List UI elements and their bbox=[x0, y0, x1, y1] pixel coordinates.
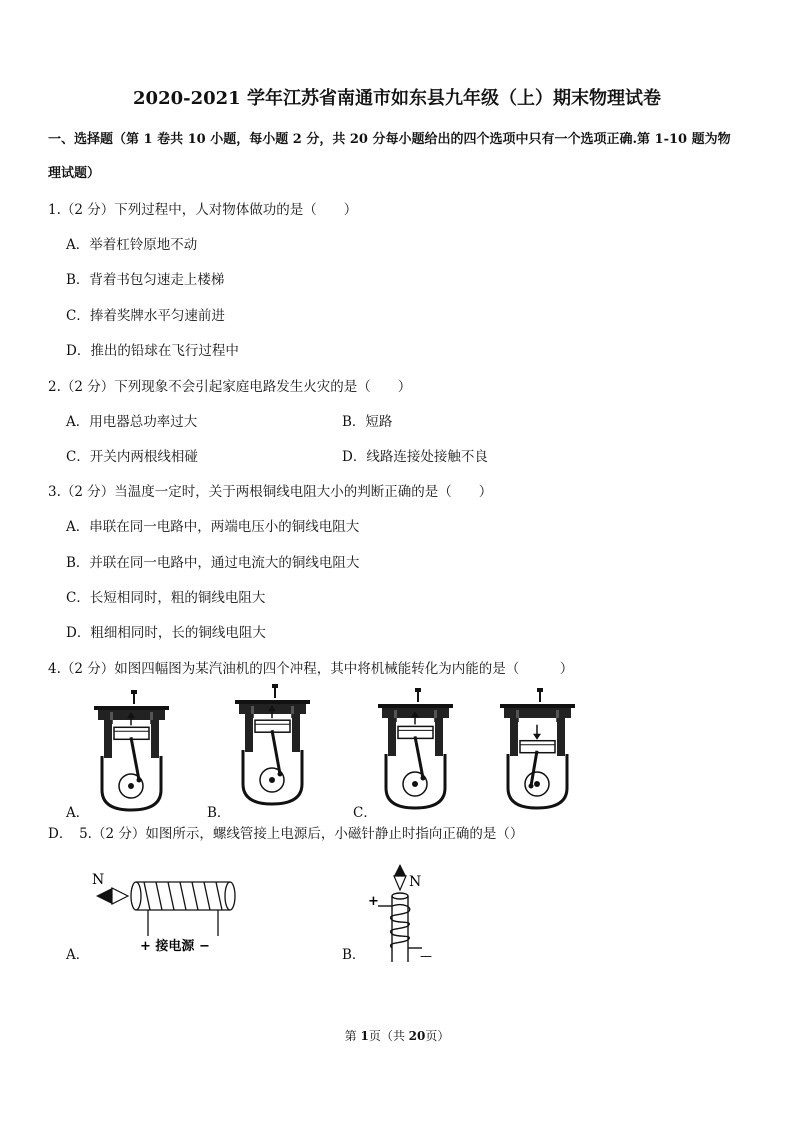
minus-terminal-label: — bbox=[420, 949, 432, 963]
power-supply-label: + 接电源 − bbox=[140, 939, 210, 954]
footer-total-pages: 20 bbox=[408, 1029, 426, 1043]
question-4-label-a: A． bbox=[66, 805, 90, 821]
question-3-option-d: D．粗细相同时，长的铜线电阻大 bbox=[66, 625, 266, 641]
question-5-label-a: A． bbox=[66, 947, 90, 963]
page-footer bbox=[0, 1027, 794, 1044]
compass-pole-label-n: N bbox=[92, 872, 105, 888]
question-2-option-a: A．用电器总功率过大 bbox=[66, 414, 198, 430]
coil-icon bbox=[378, 893, 422, 962]
engine-stroke-figure-d bbox=[500, 688, 575, 810]
compass-pole-label-n: N bbox=[409, 874, 422, 890]
question-5-label-b: B． bbox=[342, 947, 366, 963]
engine-icon bbox=[500, 688, 575, 808]
question-2-option-d: D．线路连接处接触不良 bbox=[342, 449, 488, 465]
question-1-option-d: D．推出的铅球在飞行过程中 bbox=[66, 343, 239, 359]
solenoid-figure-a bbox=[92, 868, 242, 953]
solenoid-figure-b bbox=[360, 862, 450, 967]
coil-icon bbox=[131, 882, 235, 936]
question-1-stem: 1.（2 分）下列过程中，人对物体做功的是（ ） bbox=[48, 202, 358, 218]
question-4-label-b: B． bbox=[207, 805, 231, 821]
question-3-stem: 3.（2 分）当温度一定时，关于两根铜线电阻大小的判断正确的是（ ） bbox=[48, 484, 493, 500]
question-4-label-c: C． bbox=[353, 805, 377, 821]
footer-prefix: 第 bbox=[344, 1029, 361, 1043]
question-1-option-c: C．捧着奖牌水平匀速前进 bbox=[66, 308, 225, 324]
compass-needle-icon bbox=[96, 888, 128, 904]
plus-terminal-label: + bbox=[368, 894, 379, 909]
question-1-option-a: A．举着杠铃原地不动 bbox=[66, 237, 198, 253]
engine-stroke-figure-b bbox=[235, 684, 310, 806]
question-4-stem: 4.（2 分）如图四幅图为某汽油机的四个冲程，其中将机械能转化为内能的是（ ） bbox=[48, 661, 574, 677]
engine-icon bbox=[235, 684, 310, 804]
section-heading-line2: 理试题） bbox=[48, 166, 101, 181]
engine-icon bbox=[378, 688, 453, 808]
question-5-stem: D． 5.（2 分）如图所示，螺线管接上电源后，小磁针静止时指向正确的是（） bbox=[48, 826, 524, 842]
footer-page-number: 1 bbox=[360, 1029, 369, 1043]
footer-suffix: 页） bbox=[425, 1029, 450, 1043]
section-heading-line1: 一、选择题（第 1 卷共 10 小题，每小题 2 分，共 20 分每小题给出的四个选项中只有一个选项正确.第 1-10 题为物 bbox=[48, 132, 731, 147]
engine-icon bbox=[94, 690, 169, 810]
question-2-option-c: C．开关内两根线相碰 bbox=[66, 449, 198, 465]
engine-stroke-figure-a bbox=[94, 690, 169, 812]
question-3-option-b: B．并联在同一电路中，通过电流大的铜线电阻大 bbox=[66, 555, 360, 571]
footer-mid: 页（共 bbox=[368, 1029, 409, 1043]
compass-needle-icon bbox=[394, 864, 406, 890]
question-2-stem: 2.（2 分）下列现象不会引起家庭电路发生火灾的是（ ） bbox=[48, 379, 412, 395]
question-2-option-b: B．短路 bbox=[342, 414, 393, 430]
question-3-option-a: A．串联在同一电路中，两端电压小的铜线电阻大 bbox=[66, 519, 360, 535]
question-1-option-b: B．背着书包匀速走上楼梯 bbox=[66, 272, 225, 288]
engine-stroke-figure-c bbox=[378, 688, 453, 810]
question-3-option-c: C．长短相同时，粗的铜线电阻大 bbox=[66, 590, 266, 606]
page-title: 2020-2021 学年江苏省南通市如东县九年级（上）期末物理试卷 bbox=[133, 88, 661, 109]
